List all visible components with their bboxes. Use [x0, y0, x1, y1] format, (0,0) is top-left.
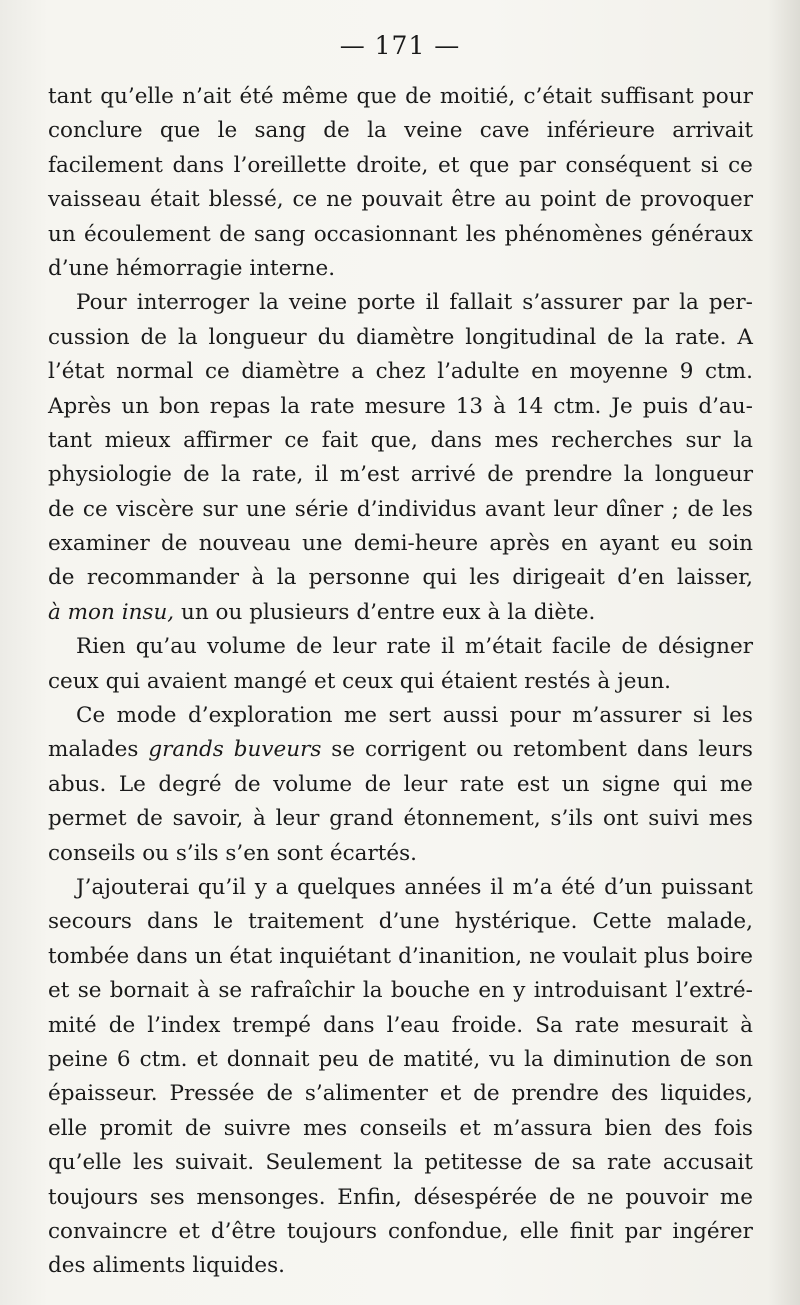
text-line: J’ajouterai qu’il y a quelques années il m’a été d’un puissant [76, 874, 753, 900]
text-line: convaincre et d’être toujours confondue, elle finit par ingérer [48, 1218, 753, 1244]
text-line: un écoulement de sang occasionnant les phénomènes généraux [48, 221, 753, 247]
text-line: qu’elle les suivait. Seulement la petitesse de sa rate accusait [48, 1150, 753, 1176]
text-line: tombée dans un état inquiétant d’inanition, ne voulait plus boire [48, 943, 753, 969]
text-line: conseils ou s’ils s’en sont écartés. [48, 840, 417, 866]
text-line: Ce mode d’exploration me sert aussi pour m’assurer si les [76, 703, 753, 729]
text-line: ceux qui avaient mangé et ceux qui étaient restés à jeun. [48, 668, 671, 694]
text-line: d’une hémorragie interne. [48, 255, 336, 281]
text-line: Après un bon repas la rate mesure 13 à 14 ctm. Je puis d’au- [48, 393, 753, 419]
text-line: de ce viscère sur une série d’individus avant leur dîner ; de les [48, 496, 753, 522]
text-line: et se bornait à se rafraîchir la bouche en y introduisant l’extré- [48, 978, 753, 1004]
page-number: — 171 — [339, 31, 461, 60]
text-line: facilement dans l’oreillette droite, et que par conséquent si ce [48, 152, 753, 178]
text-line: vaisseau était blessé, ce ne pouvait être au point de provoquer [48, 187, 753, 213]
text-line: secours dans le traitement d’une hystérique. Cette malade, [48, 909, 753, 935]
text-line: abus. Le degré de volume de leur rate est un signe qui me [48, 771, 753, 797]
text-line-italic-lead: à mon insu, un ou plusieurs d’entre eux à la diète. [48, 599, 596, 625]
text-line: toujours ses mensonges. Enfin, désespérée de ne pouvoir me [48, 1184, 753, 1210]
text-line: cussion de la longueur du diamètre longitudinal de la rate. A [48, 324, 753, 350]
text-line: permet de savoir, à leur grand étonnement, s’ils ont suivi mes [48, 806, 753, 832]
text-line-with-italic: malades grands buveurs se corrigent ou retombent dans leurs [48, 737, 753, 763]
text-line: mité de l’index trempé dans l’eau froide. Sa rate mesurait à [48, 1012, 753, 1038]
text-line: de recommander à la personne qui les dirigeait d’en laisser, [48, 565, 753, 591]
text-line: physiologie de la rate, il m’est arrivé de prendre la longueur [48, 462, 753, 488]
text-line: Pour interroger la veine porte il fallait s’assurer par la per- [76, 290, 753, 316]
body-text [48, 80, 753, 1284]
text-line: tant qu’elle n’ait été même que de moitié, c’était suffisant pour [48, 84, 753, 109]
text-line: épaisseur. Pressée de s’alimenter et de prendre des liquides, [48, 1081, 753, 1107]
text-line: elle promit de suivre mes conseils et m’assura bien des fois [48, 1115, 753, 1141]
text-line: tant mieux affirmer ce fait que, dans mes recherches sur la [48, 427, 753, 453]
text-line: peine 6 ctm. et donnait peu de matité, vu la diminution de son [48, 1046, 753, 1072]
text-line: des aliments liquides. [48, 1253, 285, 1279]
text-line: Rien qu’au volume de leur rate il m’était facile de désigner [76, 634, 753, 660]
text-line: conclure que le sang de la veine cave inférieure arrivait [48, 118, 753, 144]
text-line: l’état normal ce diamètre a chez l’adulte en moyenne 9 ctm. [48, 359, 753, 385]
text-line: examiner de nouveau une demi-heure après en ayant eu soin [48, 531, 753, 557]
